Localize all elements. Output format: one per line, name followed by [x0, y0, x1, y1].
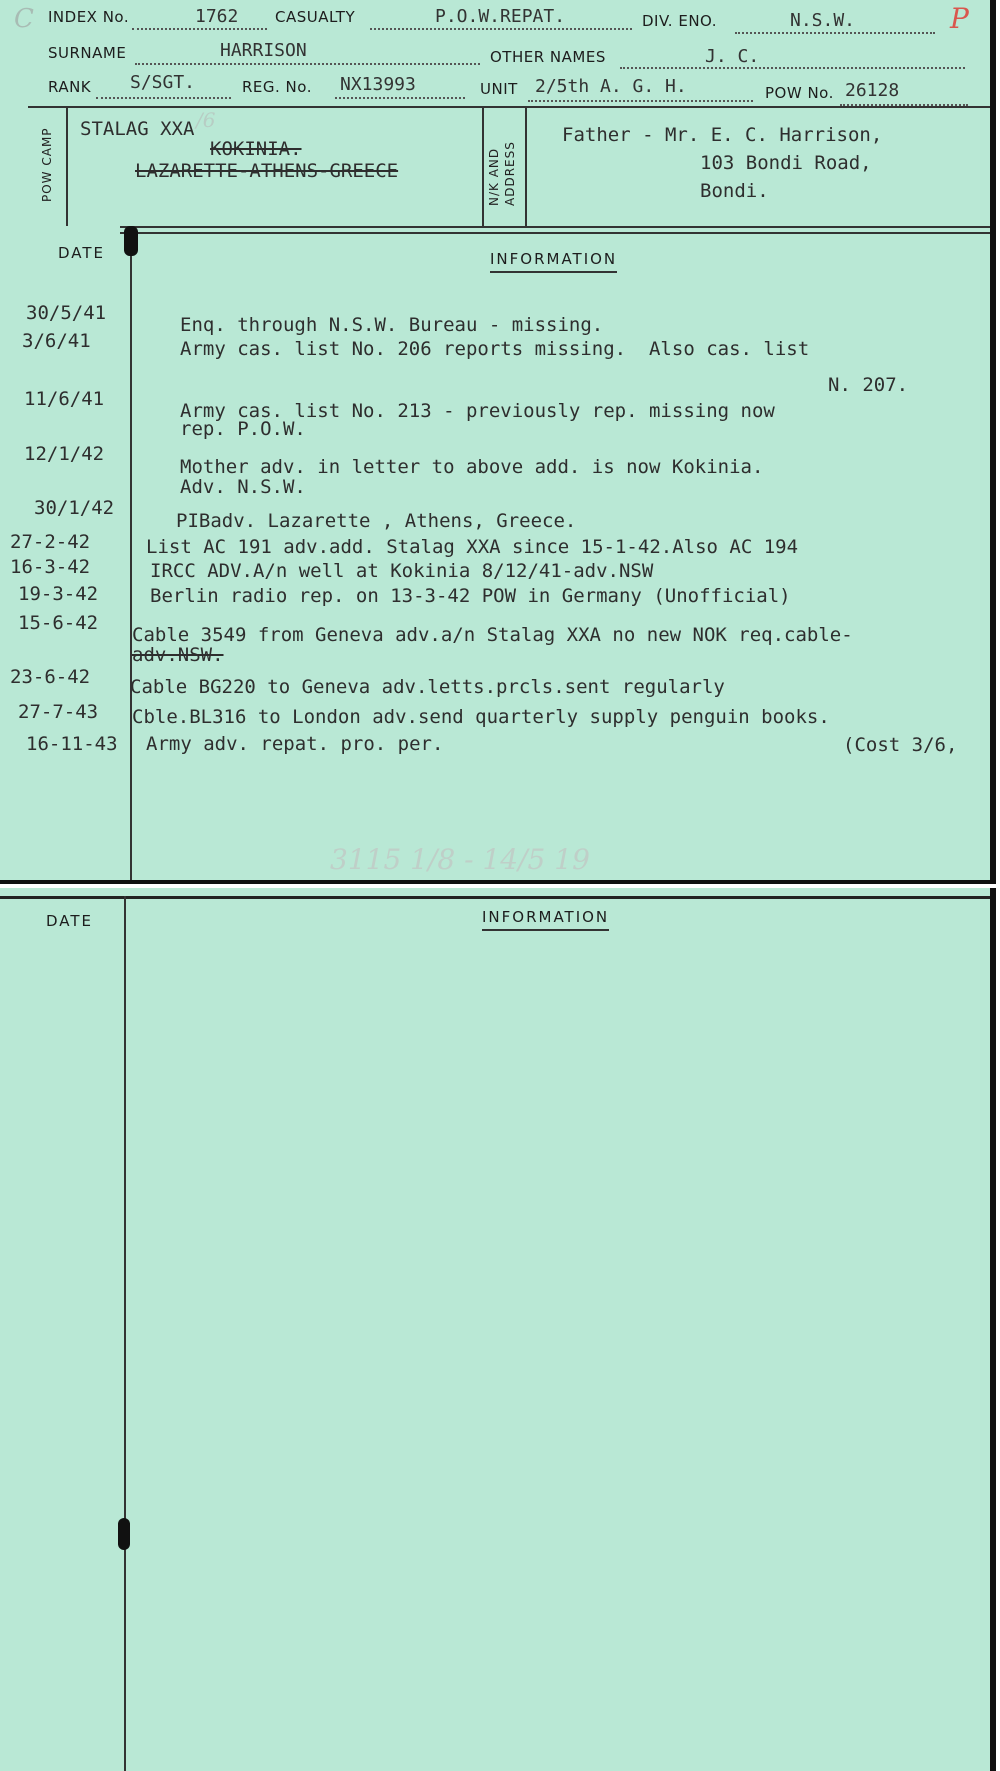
casualty-value: P.O.W.REPAT.	[435, 6, 566, 27]
entry-text: Army cas. list No. 213 - previously rep. missing now	[180, 400, 775, 422]
pow-camp-annotation: /6	[196, 108, 216, 132]
entry-date: 19-3-42	[18, 583, 99, 605]
entry-text: adv.NSW.	[132, 644, 224, 666]
corner-mark-left: C	[14, 4, 34, 34]
entry-text: (Cost 3/6,	[843, 734, 958, 756]
entry-text: IRCC ADV.A/n well at Kokinia 8/12/41-adv.NSW	[150, 560, 654, 582]
nok-line1: Father - Mr. E. C. Harrison,	[562, 124, 883, 146]
other-names-dotted-line	[620, 67, 965, 69]
pow-camp-line2: KOKINIA.	[210, 138, 302, 160]
corner-mark-right: P	[950, 2, 969, 35]
nok-label-line2: ADDRESS	[503, 141, 517, 206]
casualty-dotted-line	[370, 28, 632, 30]
entry-date: 27-2-42	[10, 531, 91, 553]
rank-value: S/SGT.	[130, 72, 196, 93]
record-card-front	[0, 0, 996, 884]
other-names-label: OTHER NAMES	[490, 48, 606, 66]
back-top-rule	[0, 896, 990, 899]
entry-text: List AC 191 adv.add. Stalag XXA since 15-1-42.Also AC 194	[146, 536, 799, 558]
entry-text: Cble.BL316 to London adv.send quarterly supply penguin books.	[132, 706, 830, 728]
nok-line3: Bondi.	[700, 180, 769, 202]
back-date-column-divider	[124, 896, 126, 1771]
entry-date: 15-6-42	[18, 612, 99, 634]
reg-value: NX13993	[340, 74, 416, 95]
reg-dotted-line	[335, 97, 465, 99]
entry-date: 30/5/41	[26, 302, 107, 324]
pow-camp-line1: STALAG XXA	[80, 118, 195, 140]
entry-text: Army adv. repat. pro. per.	[146, 733, 444, 755]
front-date-heading: DATE	[58, 244, 106, 262]
entry-date: 30/1/42	[34, 497, 115, 519]
reg-label: REG. No.	[242, 78, 312, 96]
index-dotted-line	[132, 28, 267, 30]
binder-hole-bottom	[118, 1518, 130, 1550]
div-label: DIV. ENO.	[642, 12, 718, 30]
front-info-heading	[490, 250, 617, 268]
section-divider-rule	[120, 226, 990, 228]
index-value: 1762	[195, 6, 239, 27]
unit-dotted-line	[528, 100, 753, 102]
casualty-label: CASUALTY	[275, 8, 356, 26]
entry-date: 3/6/41	[22, 330, 91, 352]
entry-date: 23-6-42	[10, 666, 91, 688]
pow-camp-divider	[66, 106, 68, 226]
rank-dotted-line	[96, 97, 231, 99]
div-value: N.S.W.	[790, 10, 856, 31]
back-info-heading	[482, 908, 609, 926]
nok-label-divider-right	[525, 106, 527, 226]
surname-dotted-line	[135, 63, 480, 65]
rank-label: RANK	[48, 78, 92, 96]
entry-text: Cable 3549 from Geneva adv.a/n Stalag XXA no new NOK req.cable-	[132, 624, 853, 646]
div-dotted-line	[735, 32, 935, 34]
entry-date: 16-11-43	[26, 733, 118, 755]
index-label: INDEX No.	[48, 8, 130, 26]
entry-date: 16-3-42	[10, 556, 91, 578]
faint-pencil-note: 3115 1/8 - 14/5 19	[330, 843, 590, 876]
entry-text: Berlin radio rep. on 13-3-42 POW in Germany (Unofficial)	[150, 585, 791, 607]
nok-label	[486, 141, 518, 206]
pow-camp-line3: LAZARETTE-ATHENS-GREECE	[135, 160, 399, 182]
front-info-heading-text: INFORMATION	[490, 250, 617, 273]
entry-date: 12/1/42	[24, 443, 105, 465]
surname-value: HARRISON	[220, 40, 307, 61]
entry-text: Cable BG220 to Geneva adv.letts.prcls.sent regularly	[130, 676, 725, 698]
nok-line2: 103 Bondi Road,	[700, 152, 872, 174]
front-date-column-divider	[130, 228, 132, 880]
entry-text: Mother adv. in letter to above add. is now Kokinia.	[180, 456, 764, 478]
pow-no-label: POW No.	[765, 84, 834, 102]
binder-hole-top	[124, 226, 138, 256]
surname-label: SURNAME	[48, 44, 127, 62]
nok-label-line1: N/K AND	[487, 147, 501, 206]
back-date-heading: DATE	[46, 912, 94, 930]
back-info-heading-text: INFORMATION	[482, 908, 609, 931]
entry-date: 27-7-43	[18, 701, 99, 723]
record-card-back	[0, 888, 996, 1771]
nok-label-divider-left	[482, 106, 484, 226]
unit-label: UNIT	[480, 80, 518, 98]
entry-date: 11/6/41	[24, 388, 105, 410]
pow-camp-label: POW CAMP	[40, 127, 54, 202]
entry-text: rep. P.O.W.	[180, 418, 306, 440]
section-top-rule	[28, 106, 990, 108]
entry-text: PIBadv. Lazarette , Athens, Greece.	[176, 510, 577, 532]
section-divider-rule-2	[120, 232, 990, 234]
entry-text: Enq. through N.S.W. Bureau - missing.	[180, 314, 604, 336]
entry-text: Adv. N.S.W.	[180, 476, 306, 498]
entry-text: N. 207.	[828, 374, 909, 396]
pow-no-value: 26128	[845, 80, 900, 101]
unit-value: 2/5th A. G. H.	[535, 76, 687, 97]
entry-text: Army cas. list No. 206 reports missing. Also cas. list	[180, 338, 810, 360]
other-names-value: J. C.	[705, 46, 760, 67]
